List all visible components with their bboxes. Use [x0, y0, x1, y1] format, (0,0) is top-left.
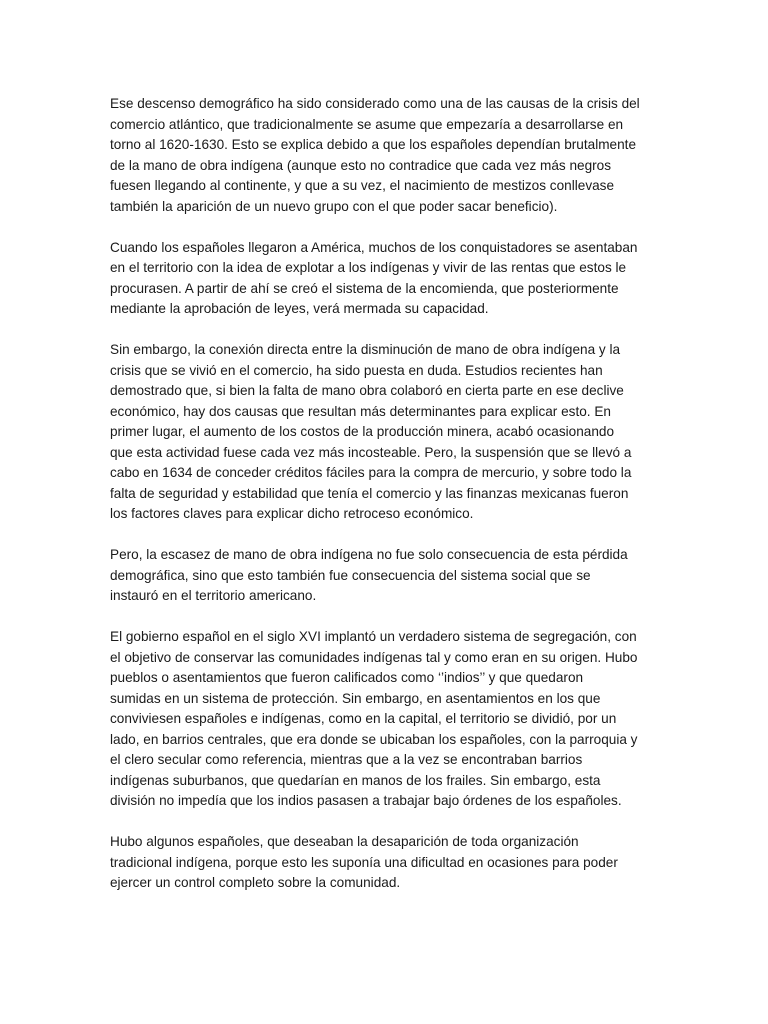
- text-line: lado, en barrios centrales, que era donde se ubicaban los españoles, con la parroquia y: [110, 731, 638, 747]
- text-line: pueblos o asentamientos que fueron calificados como ‘’indios’’ y que quedaron: [110, 670, 584, 685]
- paragraph: [110, 627, 658, 812]
- text-line: procurasen. A partir de ahí se creó el sistema de la encomienda, que posteriormente: [110, 280, 619, 296]
- text-line: el clero secular como referencia, mientras que a la vez se encontraban barrios: [110, 752, 583, 767]
- text-line: Ese descenso demográfico ha sido considerado como una de las causas de la crisis del: [110, 96, 640, 111]
- text-line: demostrado que, si bien la falta de mano obra colaboró en cierta parte en ese declive: [110, 383, 624, 398]
- text-line: El gobierno español en el siglo XVI implantó un verdadero sistema de segregación, con: [110, 629, 637, 644]
- text-line: ejercer un control completo sobre la comunidad.: [110, 875, 401, 890]
- paragraph: [110, 832, 658, 894]
- text-line: crisis que se vivió en el comercio, ha sido puesta en duda. Estudios recientes han: [110, 362, 603, 378]
- text-line: torno al 1620-1630. Esto se explica debido a que los españoles dependían brutalmente: [110, 137, 637, 152]
- text-line: conviviesen españoles e indígenas, como en la capital, el territorio se dividió, por un: [110, 711, 617, 726]
- text-line: sumidas en un sistema de protección. Sin embargo, en asentamientos en los que: [110, 690, 601, 706]
- text-line: división no impedía que los indios pasasen a trabajar bajo órdenes de los españoles.: [110, 793, 622, 808]
- text-line: instauró en el territorio americano.: [110, 588, 317, 603]
- document-body: [110, 94, 658, 914]
- paragraph: [110, 94, 658, 217]
- text-line: Pero, la escasez de mano de obra indígena no fue solo consecuencia de esta pérdida: [110, 547, 628, 562]
- paragraph: [110, 545, 658, 607]
- text-line: que esta actividad fuese cada vez más incosteable. Pero, la suspensión que se llevó a: [110, 444, 632, 460]
- paragraph: [110, 238, 658, 320]
- text-line: tradicional indígena, porque esto les suponía una dificultad en ocasiones para poder: [110, 854, 618, 870]
- text-line: fuesen llegando al continente, y que a su vez, el nacimiento de mestizos conllevase: [110, 178, 615, 193]
- text-line: también la aparición de un nuevo grupo con el que poder sacar beneficio).: [110, 198, 558, 214]
- text-line: en el territorio con la idea de explotar a los indígenas y vivir de las rentas que estos le: [110, 260, 627, 275]
- text-line: los factores claves para explicar dicho retroceso económico.: [110, 506, 474, 521]
- text-line: cabo en 1634 de conceder créditos fáciles para la compra de mercurio, y sobre todo la: [110, 465, 632, 480]
- text-line: indígenas suburbanos, que quedarían en manos de los frailes. Sin embargo, esta: [110, 772, 601, 788]
- text-line: el objetivo de conservar las comunidades indígenas tal y como eran en su origen. Hubo: [110, 649, 638, 665]
- text-line: mediante la aprobación de leyes, verá mermada su capacidad.: [110, 301, 489, 316]
- text-line: Sin embargo, la conexión directa entre la disminución de mano de obra indígena y la: [110, 342, 621, 357]
- text-line: demográfica, sino que esto también fue consecuencia del sistema social que se: [110, 567, 591, 583]
- text-line: Cuando los españoles llegaron a América, muchos de los conquistadores se asentaban: [110, 239, 638, 255]
- paragraph: [110, 340, 658, 525]
- text-line: primer lugar, el aumento de los costos de la producción minera, acabó ocasionando: [110, 424, 615, 439]
- text-line: falta de seguridad y estabilidad que tenía el comercio y las finanzas mexicanas fueron: [110, 485, 629, 501]
- text-line: económico, hay dos causas que resultan más determinantes para explicar esto. En: [110, 403, 611, 419]
- text-line: Hubo algunos españoles, que deseaban la desaparición de toda organización: [110, 834, 579, 849]
- text-line: de la mano de obra indígena (aunque esto no contradice que cada vez más negros: [110, 157, 612, 173]
- text-line: comercio atlántico, que tradicionalmente se asume que empezaría a desarrollarse en: [110, 116, 624, 132]
